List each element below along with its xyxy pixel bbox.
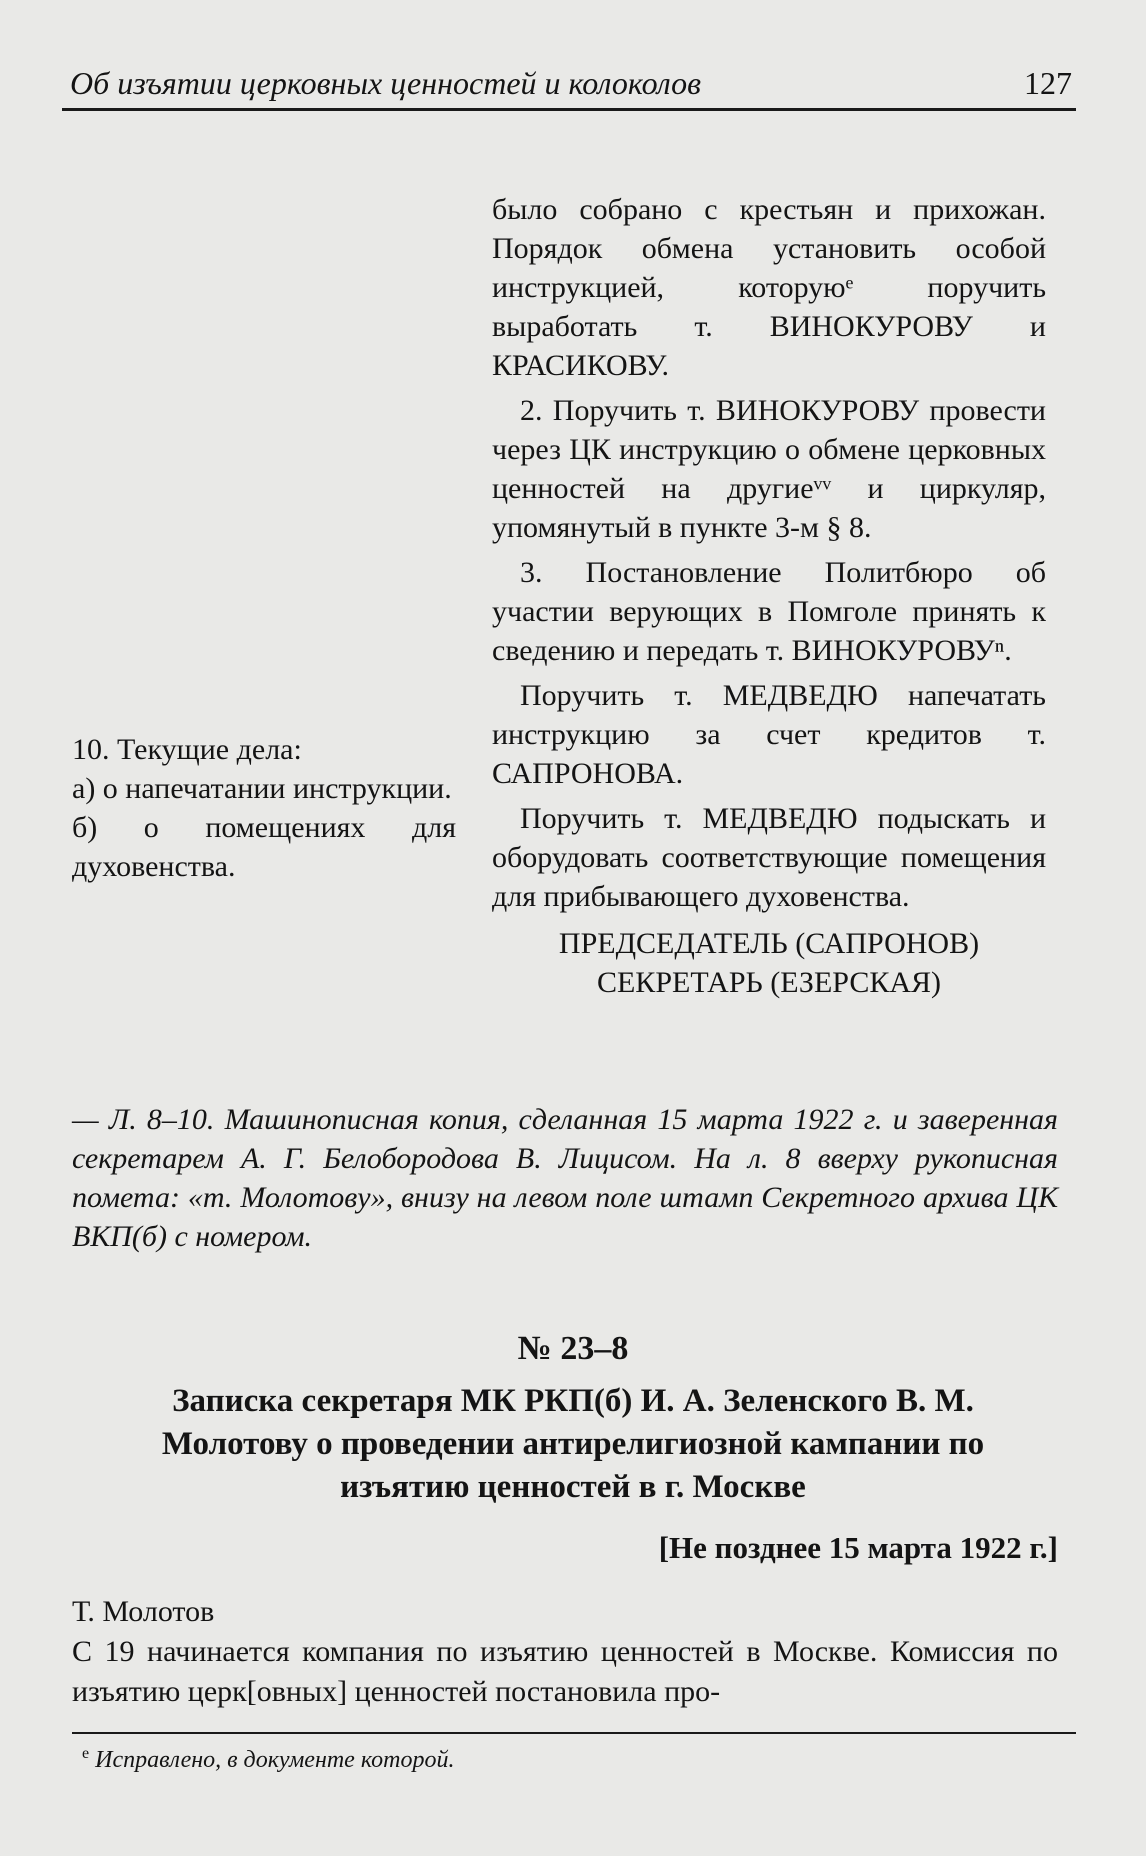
paragraph-exchange: было собрано с крестьян и прихожан. Порядок обмена установить особой инструкцией, которуюᵉ поручить выработать т. ВИНОКУРОВУ и КРАСИКОВУ. [492,193,1046,382]
body-paragraph: С 19 начинается компания по изъятию ценностей в Москве. Комиссия по изъятию церк[овных] ценностей постановила про- [72,1635,1058,1708]
agenda-sub-a: а) о напечатании инструкции. [72,772,452,805]
paragraph-print-instruction: Поручить т. МЕДВЕДЮ напечатать инструкцию за счет кредитов т. САПРОНОВА. [492,679,1046,790]
running-header [62,62,1076,111]
chair-signature: ПРЕДСЕДАТЕЛЬ (САПРОНОВ) [558,927,980,960]
document-number: № 23–8 [517,1330,629,1367]
secretary-signature: СЕКРЕТАРЬ (ЕЗЕРСКАЯ) [596,966,942,999]
document-title: Записка секретаря МК РКП(б) И. А. Зеленского В. М. Молотову о проведении антирелигиозной кампании по изъятию ценностей в г. Москве [161,1383,985,1505]
footnote-divider [72,1732,1076,1734]
running-title: Об изъятии церковных ценностей и колоколов [70,65,701,101]
salutation: Т. Молотов [72,1595,215,1628]
left-column [72,730,456,886]
page-number: 127 [1024,65,1072,101]
footnote [82,1745,454,1774]
document-date: [Не позднее 15 марта 1922 г.] [658,1530,1058,1565]
agenda-item-10: 10. Текущие дела: [72,733,302,766]
footnote-text: Исправлено, в документе которой. [89,1747,455,1773]
archival-note: — Л. 8–10. Машинописная копия, сделанная 15 марта 1922 г. и заверенная секретарем А. Г. Белобородова В. Лицисом. На л. 8 вверху рукописная помета: «т. Молотову», внизу на левом поле штамп Секретного архива ЦК ВКП(б) с номером. [72,1103,1058,1253]
right-column [492,190,1046,1002]
paragraph-item-2: 2. Поручить т. ВИНОКУРОВУ провести через ЦК инструкцию о обмене церковных ценностей на другиеᵛᵛ и циркуляр, упомянутый в пункте 3-м § 8. [492,394,1046,544]
footnote-marker: е [82,1745,90,1762]
paragraph-item-3: 3. Постановление Политбюро об участии верующих в Помголе принять к сведению и передать т. ВИНОКУРОВУⁿ. [492,556,1046,667]
paragraph-premises: Поручить т. МЕДВЕДЮ подыскать и оборудовать соответствующие помещения для прибывающего духовенства. [492,802,1046,913]
agenda-sub-b: б) о помещениях для духовенства. [72,811,456,883]
document-body [72,1592,1058,1712]
